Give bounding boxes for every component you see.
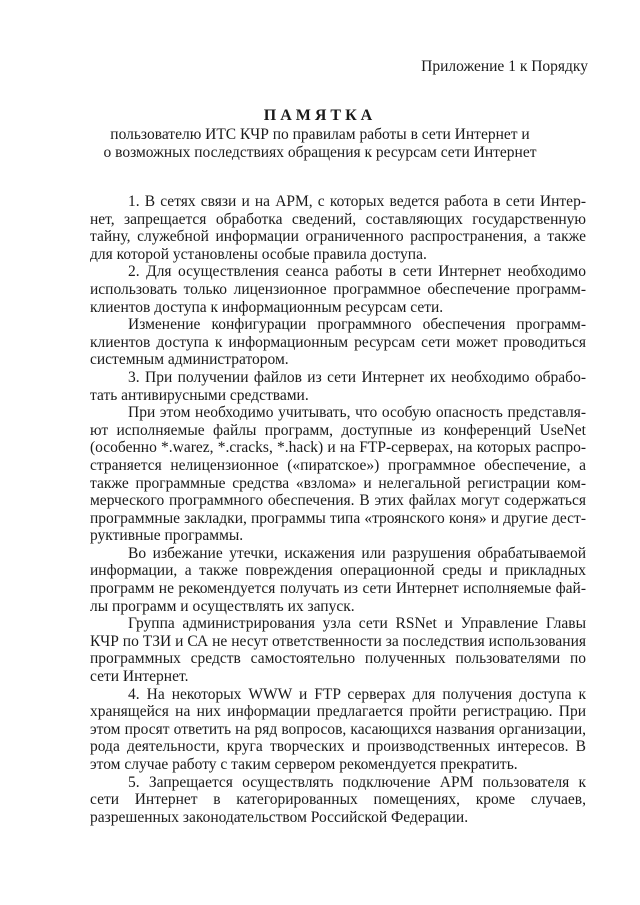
document-body — [90, 193, 586, 826]
paragraph-4: 3. При получении файлов из сети Интернет их необходимо обработать антивирусными средствами. — [90, 368, 586, 404]
paragraph-8: 4. На некоторых WWW и FTP серверах для получения доступа к хранящейся на них информации предлагается пройти регистрацию. При этом просят ответить на ряд вопросов, касающихся названия организации, рода деятельности, круга творческих и производственных интересов. В этом случае работу с таким сервером рекомендуется прекратить. — [90, 685, 586, 773]
document-title: ПАМЯТКА — [263, 107, 377, 124]
paragraph-1: 1. В сетях связи и на АРМ, с которых ведется работа в сети Интернет, запрещается обработка сведений, составляющих государственную тайну, служебной информации ограниченного распространения, а также для которой установлены особые правила доступа. — [90, 193, 586, 263]
paragraph-3: Изменение конфигурации программного обеспечения программклиентов доступа к информационным ресурсам сети может проводиться системным администратором. — [90, 316, 586, 369]
paragraph-5: При этом необходимо учитывать, что особую опасность представляют исполняемые файлы программ, доступные из конференций UseNet (особенно *.warez, *.cracks, *.hack) и на FTP-серверах, на которых распространяется нелицензионное («пиратское») программное обеспечение, а также программные средства «взлома» и нелегальной регистрации коммерческого программного обеспечения. В этих файлах могут содержаться программные закладки, программы типа «троянского коня» и другие деструктивные программы. — [90, 404, 586, 545]
paragraph-6: Во избежание утечки, искажения или разрушения обрабатываемой информации, а также повреждения операционной среды и прикладных программ не рекомендуется получать из сети Интернет исполняемые файлы программ и осуществлять их запуск. — [90, 544, 586, 615]
document-subtitle — [60, 126, 580, 162]
paragraph-7: Группа администрирования узла сети RSNet и Управление Главы КЧР по ТЗИ и СА не несут ответственности за последствия использования программных средств самостоятельно полученных пользователями по сети Интернет. — [90, 615, 586, 686]
paragraph-2: 2. Для осуществления сеанса работы в сети Интернет необходимо использовать только лицензионное программное обеспечение программклиентов доступа к информационным ресурсам сети. — [90, 263, 586, 316]
subtitle-line-1: пользователю ИТС КЧР по правилам работы в сети Интернет и — [110, 126, 530, 143]
paragraph-9: 5. Запрещается осуществлять подключение АРМ пользователя к сети Интернет в категорированных помещениях, кроме случаев, разрешенных законодательством Российской Федерации. — [90, 773, 586, 826]
subtitle-line-2: о возможных последствиях обращения к ресурсам сети Интернет — [103, 144, 537, 161]
appendix-reference: Приложение 1 к Порядку — [421, 58, 588, 75]
